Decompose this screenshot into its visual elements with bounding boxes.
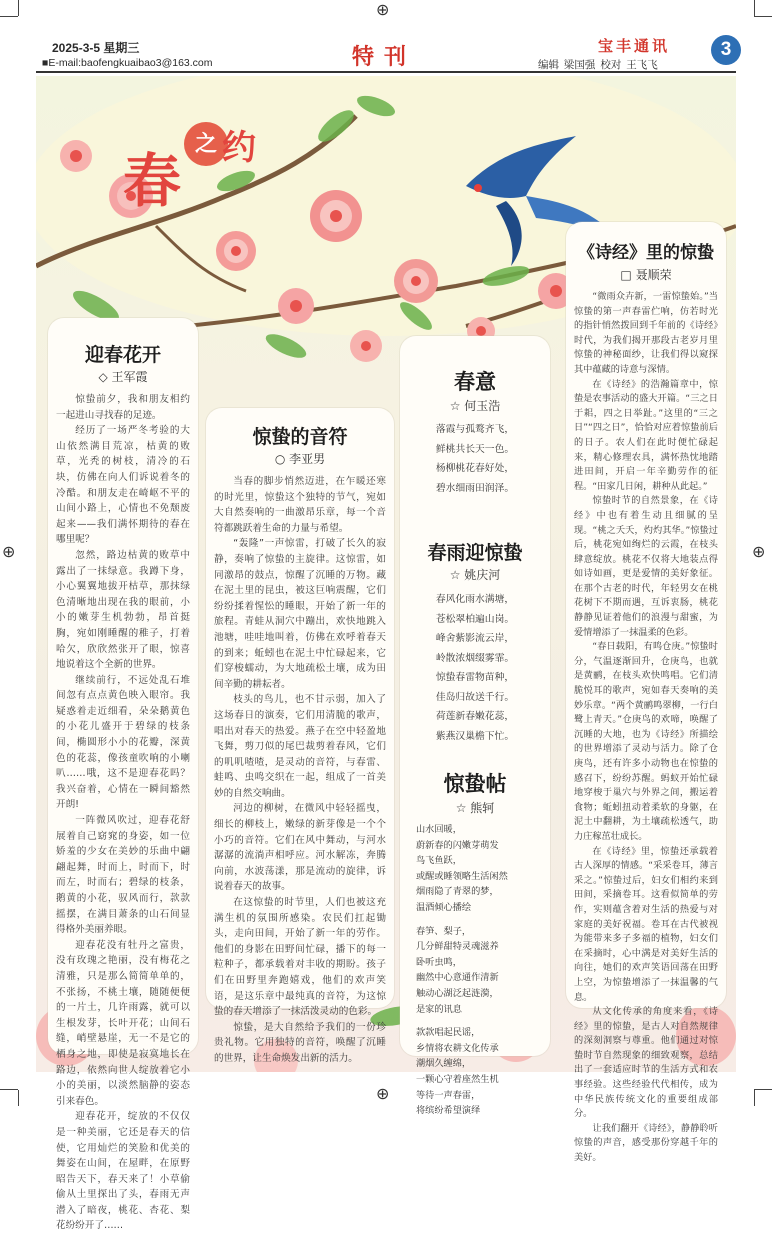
page-number-badge: 3	[711, 35, 741, 65]
article-body	[574, 290, 718, 1166]
article-title: 《诗经》里的惊蛰	[578, 243, 714, 263]
crop-mark	[0, 16, 18, 17]
poem-body	[400, 420, 550, 498]
article-byline: □ 聂顺荣	[620, 268, 672, 282]
poem-line: 触动心湖泛起涟漪，	[416, 987, 499, 999]
paragraph: “春日载阳，有鸣仓庚。”惊蛰时分，气温逐渐回升，仓庚鸟，也就是黄鹂，在枝头欢快鸣唱。它们清脆悦耳的歌声，宛如春天奏响的美妙乐章。“两个黄鹂鸣翠柳，一行白鹭上青天。”仓庚鸟的欢啼，唤醒了沉睡的大地，也为《诗经》所描绘的世界增添了灵动与活力。除了仓庚鸟，还有许多小动物也在惊蛰的感召下，纷纷苏醒。蚂蚁开始忙碌地穿梭于巢穴与外界之间，搬运着食物；蚯蚓扭动着柔软的身躯，在泥土中翻耕，为土壤疏松透气，助力庄稼茁壮成长。	[574, 641, 718, 842]
article-byline: ◇ 王军霞	[98, 370, 148, 384]
poem-line: 佳岛归故送千行。	[435, 691, 515, 703]
paragraph: 一阵微风吹过，迎春花舒展着自己窈窕的身姿，如一位娇羞的少女在美妙的乐曲中翩翩起舞，时而上，时而下，时而左，时而右；碧绿的枝条，鹅黄的小花，驭风而行，款款摇摆，在满目萧条的山石间显得格外美丽养眼。	[56, 815, 190, 936]
article-title: 迎春花开	[84, 344, 161, 366]
registration-mark-top: ⊕	[376, 0, 390, 19]
poem-line: 荷莲新春嫩花蕊，	[435, 711, 515, 722]
poem-line: 卧听虫鸣，	[416, 956, 462, 968]
poem-body	[400, 590, 550, 746]
poem-line: 鲜桃共长天一色。	[435, 443, 515, 455]
section-title: 特刊	[352, 45, 417, 70]
poem-line: 惊蛰春雷物苗种，	[435, 672, 515, 683]
poem-line: 幽然中心意通作清新	[416, 972, 499, 984]
poem-body	[416, 822, 546, 1119]
paragraph: 迎春花开，绽放的不仅仅是一种美丽，它还是春天的信使，它用灿烂的笑脸和优美的舞姿在山间，在屋畔，在原野昭告天下，春天来了！小草偷偷从土里探出了头，春雨无声潜入了暗夜，桃花、杏花、梨花纷纷开了……	[56, 1111, 190, 1232]
poem-line: 蔚新春的闪嫩芽萌发	[416, 839, 499, 851]
crop-mark	[754, 0, 755, 16]
crop-mark	[0, 1089, 18, 1090]
banner-title-char-chun: 春	[123, 147, 182, 215]
poem-line: 将缤纷希望演绎	[416, 1105, 481, 1117]
issue-date: 2025-3-5 星期三	[52, 41, 140, 55]
poem-line: 几分鲜甜特灵魂滋养	[416, 941, 499, 953]
paragraph: “微雨众卉新，一雷惊蛰始。”当惊蛰的第一声春雷伫响，仿若时光的指针悄然拨回到千年前的《诗经》时代，为我们揭开那段古老岁月里惊蛰的神秘面纱，让我们得以窥探其中蕴藏的诗意与深情。	[574, 291, 718, 375]
paragraph: 河边的柳树，在微风中轻轻摇曳，细长的柳枝上，嫩绿的新芽像是一个个小巧的音符。它们在风中舞动，与河水潺潺的流淌声相呼应。河水解冻，奔腾向前，水波荡漾，那是流动的旋律，诉说着春天的故事。	[214, 803, 386, 893]
poem-title: 春意	[454, 369, 496, 394]
poem-line: 是家的讯息	[416, 1003, 462, 1015]
poem-title: 春雨迎惊蛰	[427, 542, 523, 564]
poem-line: 春笋、梨子，	[416, 925, 472, 937]
poem-line: 温酒倾心播绘	[416, 901, 472, 913]
article-title: 惊蛰的音符	[252, 426, 348, 448]
banner-title-char-yue: 约	[222, 128, 256, 168]
paragraph: “轰隆”一声惊雷，打破了长久的寂静，奏响了惊蛰的主旋律。这惊雷，如同激昂的鼓点，惊醒了沉睡的万物。藏在泥土里的昆虫，被这巨响震醒，它们纷纷揉着惺忪的睡眼，开始了新一年的旅程。青蛙从洞穴中蹦出，欢快地跳入池塘，哇哇地叫着，仿佛在欢呼着春天的到来；蚯蚓也在泥土中忙碌起来，它们穿梭蠕动，为大地疏松土壤，成为田间辛勤的耕耘者。	[214, 538, 386, 690]
poem-byline: ☆ 何玉浩	[449, 399, 501, 413]
registration-mark-left: ⊕	[2, 542, 16, 561]
poem-line: 款款唱起民谣，	[416, 1027, 481, 1039]
poem-line: 一颗心守着座然生机	[416, 1073, 499, 1085]
newspaper-brand: 宝丰通讯	[598, 37, 671, 55]
paragraph: 忽然，路边枯黄的败草中露出了一抹绿意。我蹲下身，小心翼翼地拔开枯草，那抹绿色清晰地出现在我的眼前，小小的嫩芽生机勃勃，昂首挺胸，宛如刚睡醒的稚子，打着哈欠，欣欣然张开了眼，惊喜地说着这个全新的世界。	[56, 549, 190, 671]
crop-mark	[18, 0, 19, 16]
poem-line: 紫燕汉巢檐下忙。	[435, 730, 515, 742]
contact-email: ■E-mail:baofengkuaibao3@163.com	[42, 57, 213, 69]
poem-line: 碧水细雨田润泽。	[435, 482, 515, 494]
paragraph: 经历了一场严冬考验的大山依然满目荒凉，枯黄的败草，光秃的树枝，清冷的石块，仿佛在向人们诉说着冬的冷酷。和朋友走在崎岖不平的山间小路上，心情也不免颓废起来——我们满怀期待的春在哪里呢？	[56, 425, 190, 546]
paragraph: 从文化传承的角度来看，《诗经》里的惊蛰，是古人对自然规律的深刻洞察与尊重。他们通过对惊蛰时节自然现象的细致观察，总结出了一套适应时节的生活方式和农事经验。这些经验代代相传，成为中华民族传统文化的重要组成部分。	[574, 1006, 718, 1120]
poem-line: 苍松翠柏遍山岗。	[435, 613, 515, 625]
article-byline: ○ 李亚男	[274, 452, 326, 466]
poem-line: 鸟飞鱼跃，	[416, 855, 462, 867]
poem-line: 等待一声春雷，	[416, 1089, 481, 1101]
poem-line: 乡情将农耕文化传承	[416, 1042, 499, 1054]
header-rule	[36, 71, 736, 73]
registration-mark-right: ⊕	[752, 542, 766, 561]
crop-mark	[18, 1090, 19, 1106]
poem-line: 春风化雨水满塘，	[435, 594, 515, 605]
paragraph: 惊蛰时节的自然景象，在《诗经》中也有着生动且细腻的呈现。“桃之夭夭，灼灼其华。”惊蛰过后，桃花宛如绚烂的云霞，在枝头肆意绽放。桃花不仅将大地装点得如诗如画，更是爱情的美好象征。在那个古老的时代，年轻男女在桃花树下不期而遇，互诉衷肠，桃花静静见证着他们的浪漫与甜蜜，为爱情增添了一抹温柔的色彩。	[574, 495, 718, 638]
paragraph: 让我们翻开《诗经》，静静聆听惊蛰的声音，感受那份穿越千年的美好。	[574, 1122, 718, 1164]
paragraph: 迎春花没有牡丹之富贵，没有玫瑰之艳丽，没有梅花之清雅，只是那么简简单单的，不张扬，不桃土壤，随随便便的一片土，几许雨露，就可以生根发芽，长叶开花；山间石缝，峭壁悬崖，无一不是它的栖身之地，即使是寂寞地长在路边，依然向世人绽放着它小小的美丽，以淡然脑静的姿态引来春色。	[56, 939, 190, 1107]
banner-title-char-zhi: 之	[184, 122, 228, 166]
poem-line: 山水回暖，	[416, 824, 462, 835]
paragraph: 枝头的鸟儿，也不甘示弱，加入了这场春日的演奏，它们用清脆的歌声，唱出对春天的热爱。燕子在空中轻盈地飞舞，剪刀似的尾巴裁剪着春风，它们的叽叽喳喳，是灵动的音符，与春雷、蛙鸣、虫鸣交织在一起，组成了一首美妙的自然交响曲。	[214, 694, 386, 799]
poem-line: 落霞与孤鹜齐飞，	[435, 424, 515, 435]
paragraph: 继续前行，不远处乱石堆间忽有点点黄色映入眼帘。我疑惑着走近细看，朵朵鹅黄色的小花儿盛开于碧绿的枝条间，椭圆形小小的花瓣，深黄色的花蕊，像孩童吹响的小喇叭……哦，这不是迎春花吗？我兴奋着，心情在一瞬间豁然开朗!	[56, 674, 190, 811]
poem-line: 杨柳桃花春好处，	[435, 463, 515, 474]
poem-byline: ☆ 姚庆河	[449, 568, 501, 582]
paragraph: 惊蛰前夕，我和朋友相约一起进山寻找春的足迹。	[56, 394, 190, 421]
poem-byline: ☆ 熊轲	[455, 801, 495, 815]
article-body	[56, 392, 190, 1234]
paragraph: 当春的脚步悄然迈进，在乍暖还寒的时光里，惊蛰这个独特的节气，宛如大自然奏响的一曲激昂乐章，每一个音符都跳跃着生命的力量与希望。	[214, 476, 386, 534]
poem-line: 烟雨隐了青翠的梦，	[416, 886, 499, 898]
poem-title: 惊蛰帖	[443, 771, 507, 796]
crop-mark	[754, 1089, 772, 1090]
poem-line: 或醒或睡领略生活闲然	[416, 870, 508, 882]
article-body	[214, 474, 386, 1067]
paragraph: 惊蛰，是大自然给予我们的一份珍贵礼物。它用独特的音符，唤醒了沉睡的世界，让生命焕发出新的活力。	[214, 1021, 386, 1064]
poem-line: 潮烟久缠绵，	[416, 1058, 472, 1070]
paragraph: 在《诗经》里，惊蛰还承载着古人深厚的情感。“采采卷耳，薄言采之。”惊蛰过后，妇女们相约来到田间，采摘卷耳。这看似简单的劳作，实则蕴含着对生活的热爱与对家庭的美好祝福。卷耳在古代被视为能带来多子多福的植物，妇女们在采摘时，心中满是对美好生活的向往，她们的欢声笑语回荡在田野上空，为惊蛰增添了一抹温馨的气息。	[574, 845, 718, 1003]
crop-mark	[754, 16, 772, 17]
editor-credits: 编辑 梁国强 校对 王飞飞	[538, 59, 658, 71]
poem-line: 岭散浓烟缀雾霏。	[435, 652, 515, 664]
poem-line: 峰舍紫影流云岸，	[435, 633, 515, 644]
paragraph: 在这惊蛰的时节里，人们也被这充满生机的氛围所感染。农民们扛起锄头，走向田间，开始了新一年的劳作。他们的身影在田野间忙碌，播下的每一粒种子，都承载着对丰收的期盼。孩子们在田野里奔跑嬉戏，他们的欢声笑语，是这乐章中最纯真的音符，为这惊蛰的春天增添了一抹活泼灵动的色彩。	[214, 897, 386, 1018]
paragraph: 在《诗经》的浩瀚篇章中，惊蛰是农事活动的盛大开篇。“三之日于耜，四之日举趾。”这里的“三之日”“四之日”，恰恰对应着惊蛰前后的日子。农人们在此时便忙碌起来，精心修理农具，满怀热忱地踏进田间，开启一年辛勤劳作的征程。“田家几日闲，耕种从此起。”	[574, 378, 718, 492]
registration-mark-bottom: ⊕	[376, 1084, 390, 1103]
crop-mark	[754, 1090, 755, 1106]
